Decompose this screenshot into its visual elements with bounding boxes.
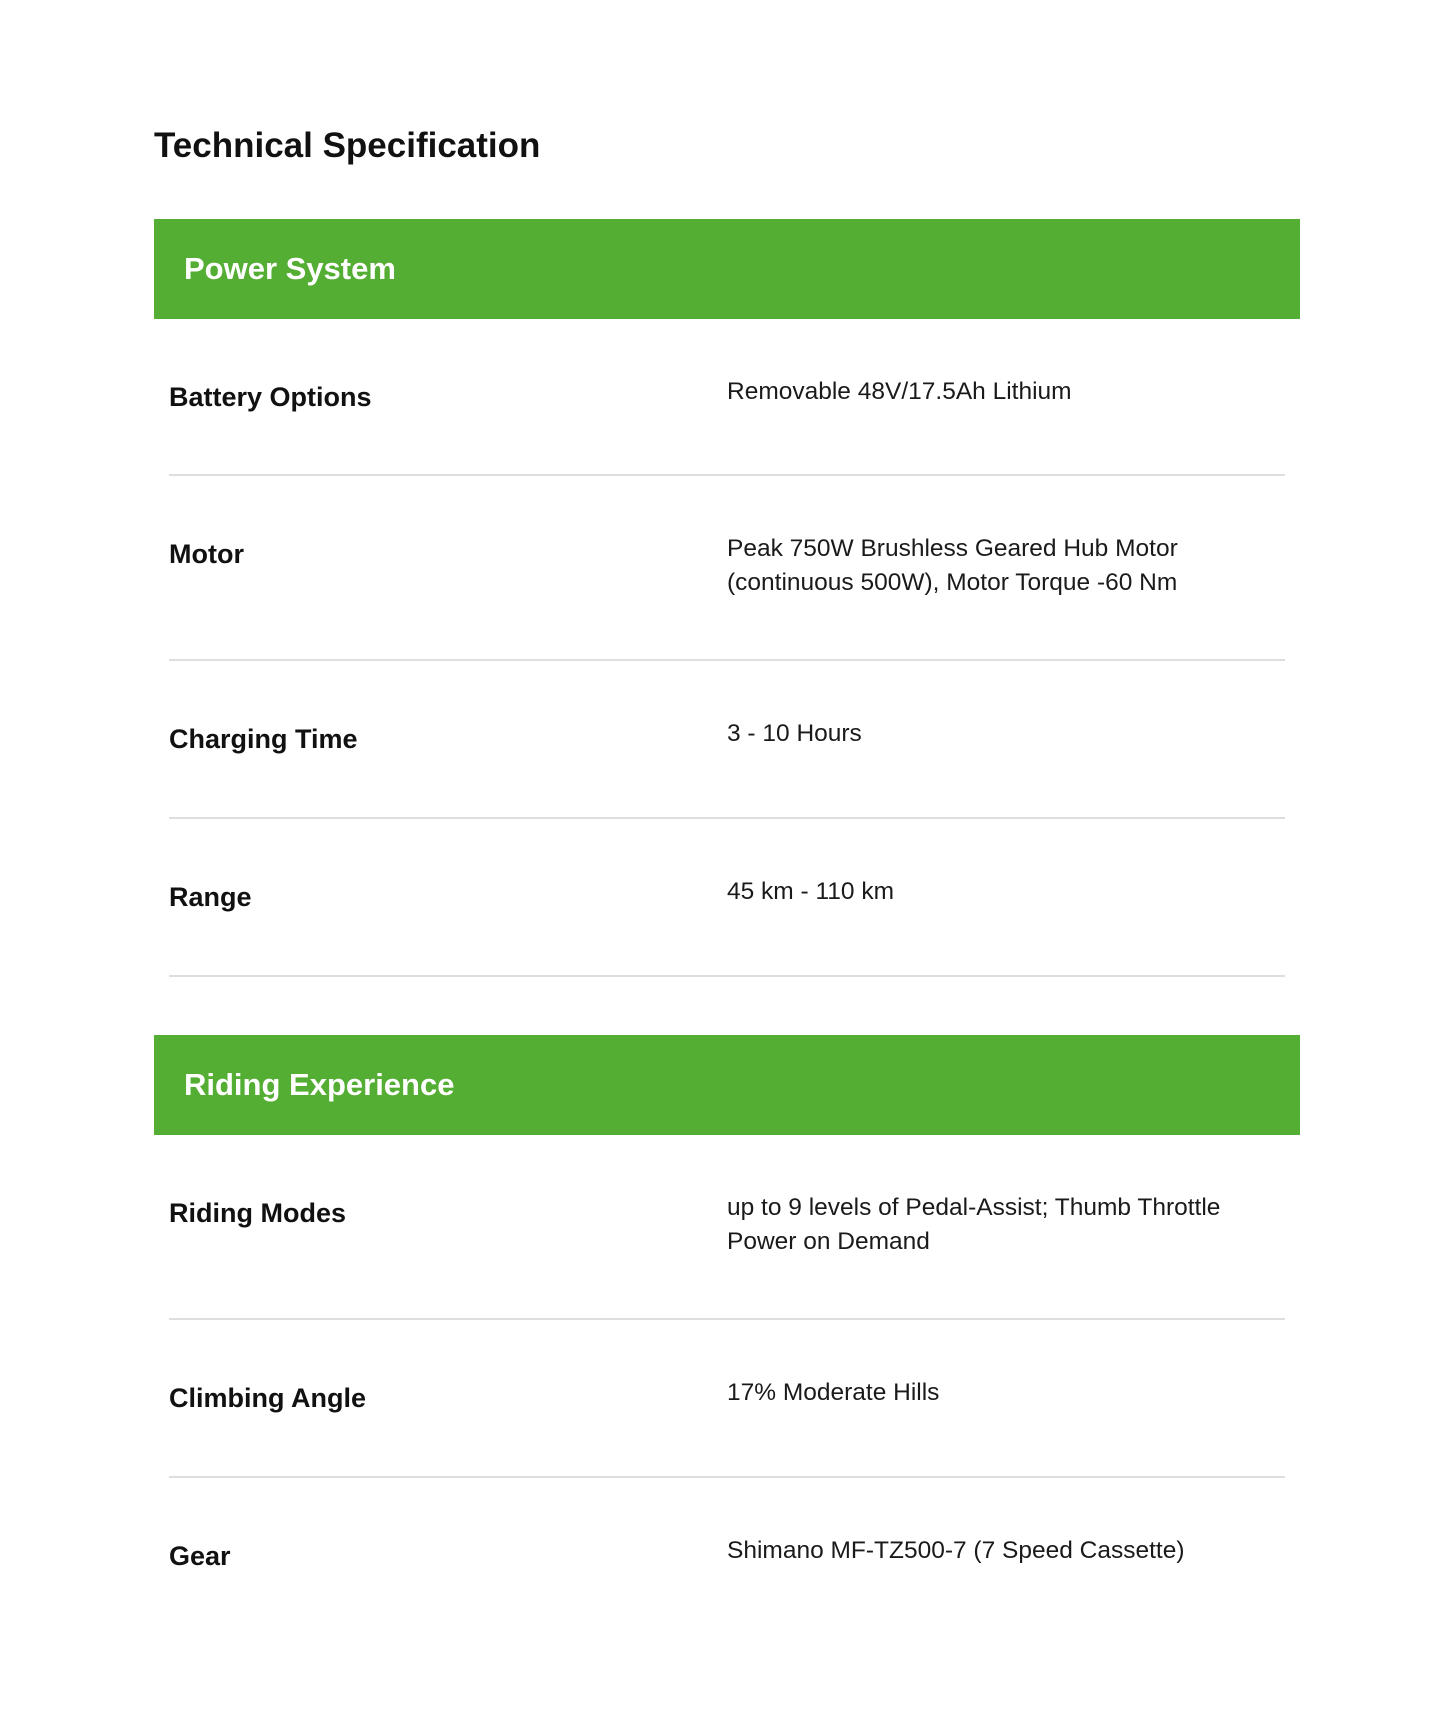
spec-label: Riding Modes [169,1198,346,1228]
spec-value: up to 9 levels of Pedal-Assist; Thumb Throttle Power on Demand [727,1194,1221,1255]
spec-value: 17% Moderate Hills [727,1379,940,1406]
spec-value: 3 - 10 Hours [727,720,862,747]
spec-row-riding-modes [169,1135,1285,1320]
spec-row-motor [169,476,1285,661]
spec-label: Motor [169,539,244,569]
spec-value: 45 km - 110 km [727,878,895,905]
section-title: Riding Experience [184,1067,455,1102]
section-header-riding-experience [154,1035,1300,1135]
spec-value: Shimano MF-TZ500-7 (7 Speed Cassette) [727,1537,1185,1564]
spec-row-gear [169,1478,1285,1634]
spec-label: Climbing Angle [169,1383,366,1413]
page-title: Technical Specification [154,126,541,165]
spec-label: Charging Time [169,724,358,754]
spec-label: Gear [169,1541,231,1571]
spec-row-charging-time [169,661,1285,819]
section-header-power-system [154,219,1300,319]
spec-value: Peak 750W Brushless Geared Hub Motor (continuous 500W), Motor Torque -60 Nm [727,535,1178,596]
section-title: Power System [184,251,396,286]
spec-label: Range [169,882,252,912]
spec-row-battery-options [169,319,1285,476]
spec-label: Battery Options [169,382,372,412]
spec-row-climbing-angle [169,1320,1285,1478]
spec-value: Removable 48V/17.5Ah Lithium [727,378,1072,405]
spec-row-range [169,819,1285,977]
